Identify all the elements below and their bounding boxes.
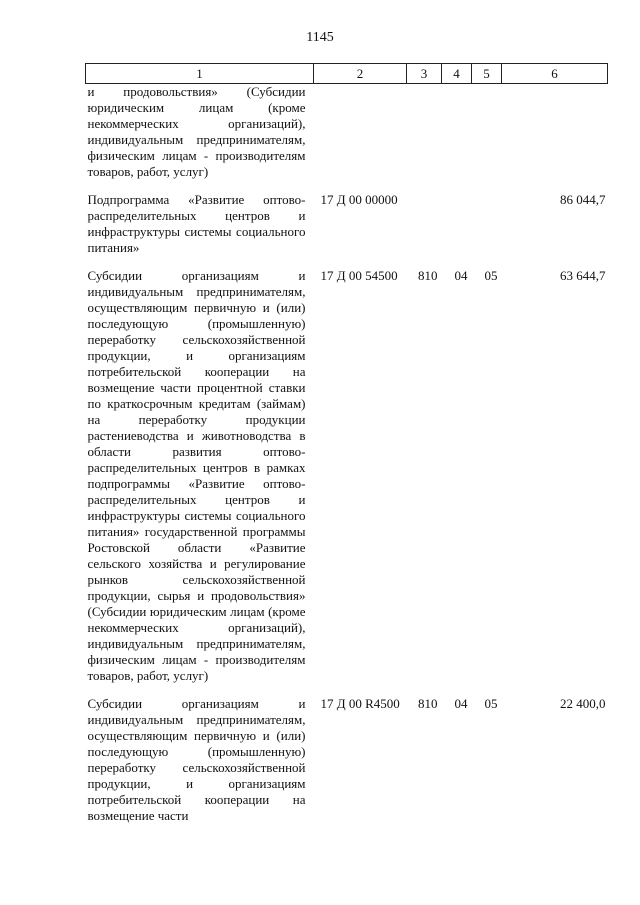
row-subsection: 05 [484,268,498,283]
row-section [442,192,472,268]
row-subsection [472,192,502,268]
column-header: 3 [407,64,442,84]
row-subsection [472,84,502,193]
row-amount: 63 644,7 [560,268,606,283]
row-section: 04 [454,696,468,711]
row-description: и продовольствия» (Субсидии юридическим лицам (кроме некоммерческих организаций), индивидуальным предпринимателям, физическим лицам - производителям товаров, работ, услуг) [87,84,306,179]
row-subsection: 05 [484,696,498,711]
table-row [86,192,608,268]
row-description: Субсидии организациям и индивидуальным предпринимателям, осуществляющим первичную и (или) последующую (промышленную) переработку сельскохозяйственной продукции, и организациям потребительской кооперации на возмещение части процентной ставки по краткосрочным кредитам (займам) на переработку продукции растениеводства и животноводства в области развития оптово-распределительных центров в рамках подпрограммы «Развитие оптово-распределительных центров и инфраструктуры системы социального питания» государственной программы Ростовской области «Развитие сельского хозяйства и регулирование рынков сельскохозяйственной продукции, сырья и продовольствия» (Субсидии юридическим лицам (кроме некоммерческих организаций), индивидуальным предпринимателям, физическим лицам - производителям товаров, работ, услуг) [87,268,306,683]
column-header: 5 [472,64,502,84]
row-section: 04 [454,268,468,283]
row-target-article-code: 17 Д 00 R4500 [320,696,400,711]
column-header: 4 [442,64,472,84]
column-header: 2 [314,64,407,84]
row-expense-type [407,84,442,193]
row-section [442,84,472,193]
row-description: Подпрограмма «Развитие оптово-распределительных центров и инфраструктуры системы социального питания» [87,192,306,255]
row-expense-type: 810 [418,696,438,711]
table-row [86,696,608,824]
page-number: 1145 [306,30,334,45]
row-target-article-code: 17 Д 00 54500 [320,268,398,283]
row-target-article-code [314,84,407,193]
row-target-article-code: 17 Д 00 00000 [320,192,398,207]
row-amount [502,84,608,193]
column-header: 6 [502,64,608,84]
budget-table [85,63,608,824]
table-header-row [86,64,608,84]
row-amount: 86 044,7 [560,192,606,207]
row-expense-type: 810 [418,268,438,283]
column-header: 1 [86,64,314,84]
table-row [86,268,608,696]
table-row [86,84,608,193]
row-description: Субсидии организациям и индивидуальным предпринимателям, осуществляющим первичную и (или) последующую (промышленную) переработку сельскохозяйственной продукции, и организациям потребительской кооперации на возмещение части [87,696,306,823]
row-expense-type [407,192,442,268]
row-amount: 22 400,0 [560,696,606,711]
